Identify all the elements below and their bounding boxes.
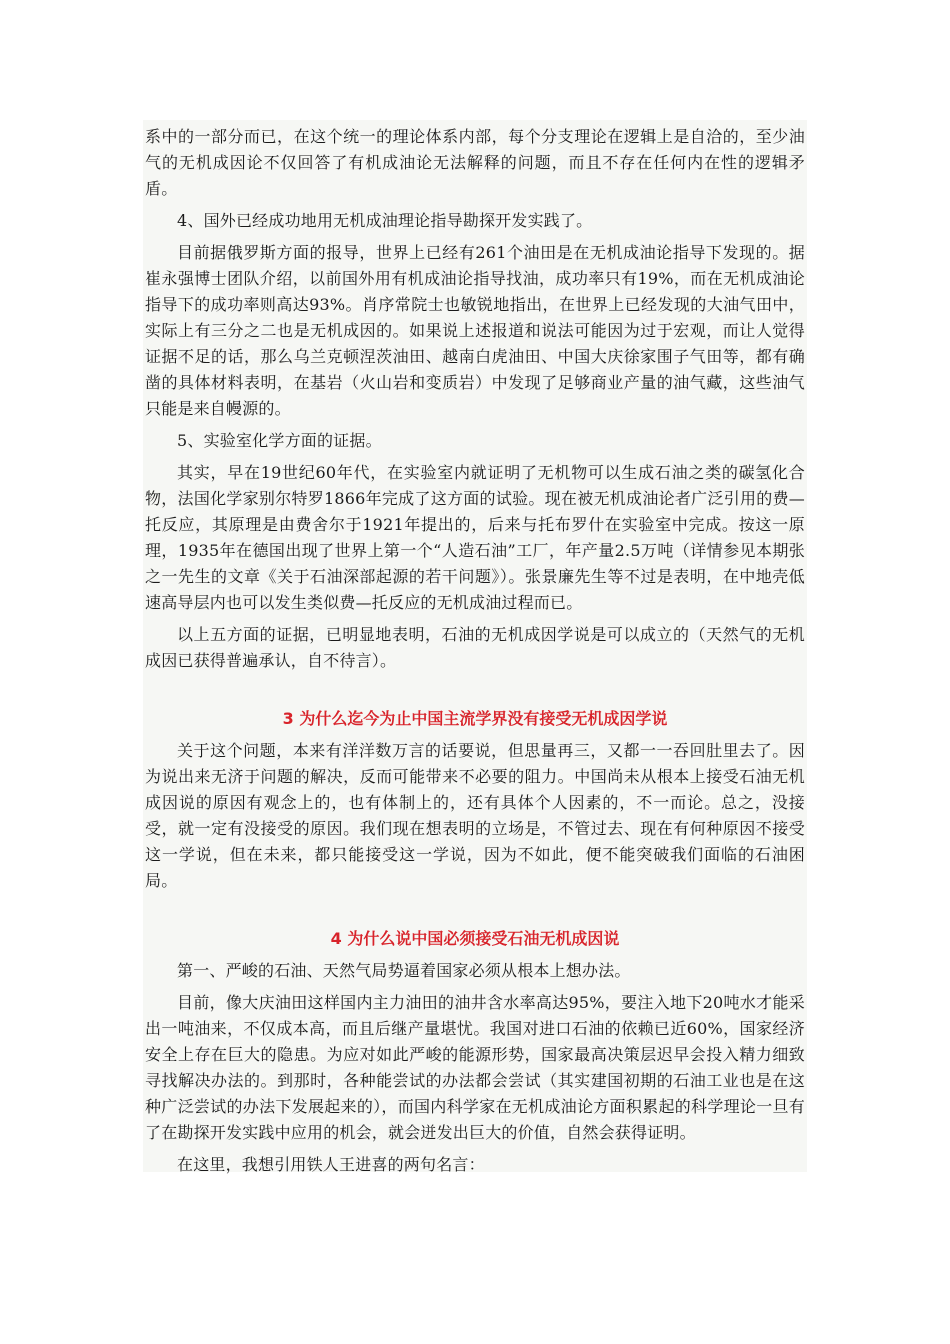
paragraph-continuation: 系中的一部分而已，在这个统一的理论体系内部，每个分支理论在逻辑上是自洽的，至少油气的无机成因论不仅回答了有机成油论无法解释的问题，而且不存在任何内在性的逻辑矛盾。 [145,127,805,198]
paragraph-russia-reports: 目前据俄罗斯方面的报导，世界上已经有261个油田是在无机成油论指导下发现的。据崔永强博士团队介绍，以前国外用有机成油论指导找油，成功率只有19%，而在无机成油论指导下的成功率则高达93%。肖序常院士也敏锐地指出，在世界上已经发现的大油气田中，实际上有三分之二也是无机成因的。如果说上述报道和说法可能因为过于宏观，而让人觉得证据不足的话，那么乌兰克顿涅茨油田、越南白虎油田、中国大庆徐家围子气田等，都有确凿的具体材料表明，在基岩（火山岩和变质岩）中发现了足够商业产量的油气藏，这些油气只能是来自幔源的。 [145,243,805,418]
section-4-paragraph: 目前，像大庆油田这样国内主力油田的油井含水率高达95%，要注入地下20吨水才能采出一吨油来，不仅成本高，而且后继产量堪忧。我国对进口石油的依赖已近60%，国家经济安全上存在巨大的隐患。为应对如此严峻的能源形势，国家最高决策层迟早会投入精力细致寻找解决办法的。到那时，各种能尝试的办法都会尝试（其实建国初期的石油工业也是在这种广泛尝试的办法下发展起来的），而国内科学家在无机成油论方面积累起的科学理论一旦有了在勘探开发实践中应用的机会，就会迸发出巨大的价值，自然会获得证明。 [145,993,805,1142]
document-body [143,120,807,1172]
paragraph-lab-evidence: 其实，早在19世纪60年代，在实验室内就证明了无机物可以生成石油之类的碳氢化合物，法国化学家别尔特罗1866年完成了这方面的试验。现在被无机成油论者广泛引用的费—托反应，其原理是由费舍尔于1921年提出的，后来与托布罗什在实验室中完成。按这一原理，1935年在德国出现了世界上第一个“人造石油”工厂，年产量2.5万吨（详情参见本期张之一先生的文章《关于石油深部起源的若干问题》）。张景廉先生等不过是表明，在中地壳低速高导层内也可以发生类似费—托反应的无机成油过程而已。 [145,463,805,612]
point-4-title: 4、国外已经成功地用无机成油理论指导勘探开发实践了。 [177,211,593,230]
section-4-quote-intro: 在这里，我想引用铁人王进喜的两句名言： [177,1155,485,1174]
section-3-heading: 3 为什么迄今为止中国主流学界没有接受无机成因学说 [282,709,668,728]
paragraph-summary: 以上五方面的证据，已明显地表明，石油的无机成因学说是可以成立的（天然气的无机成因已获得普遍承认，自不待言）。 [145,625,805,670]
point-5-title: 5、实验室化学方面的证据。 [177,431,382,450]
section-4-point-1: 第一、严峻的石油、天然气局势逼着国家必须从根本上想办法。 [177,961,631,980]
section-3-paragraph: 关于这个问题，本来有洋洋数万言的话要说，但思量再三，又都一一吞回肚里去了。因为说出来无济于问题的解决，反而可能带来不必要的阻力。中国尚未从根本上接受石油无机成因说的原因有观念上的，也有体制上的，还有具体个人因素的，不一而论。总之，没接受，就一定有没接受的原因。我们现在想表明的立场是，不管过去、现在有何种原因不接受这一学说，但在未来，都只能接受这一学说，因为不如此，便不能突破我们面临的石油困局。 [145,741,805,890]
section-4-heading: 4 为什么说中国必须接受石油无机成因说 [330,929,620,948]
